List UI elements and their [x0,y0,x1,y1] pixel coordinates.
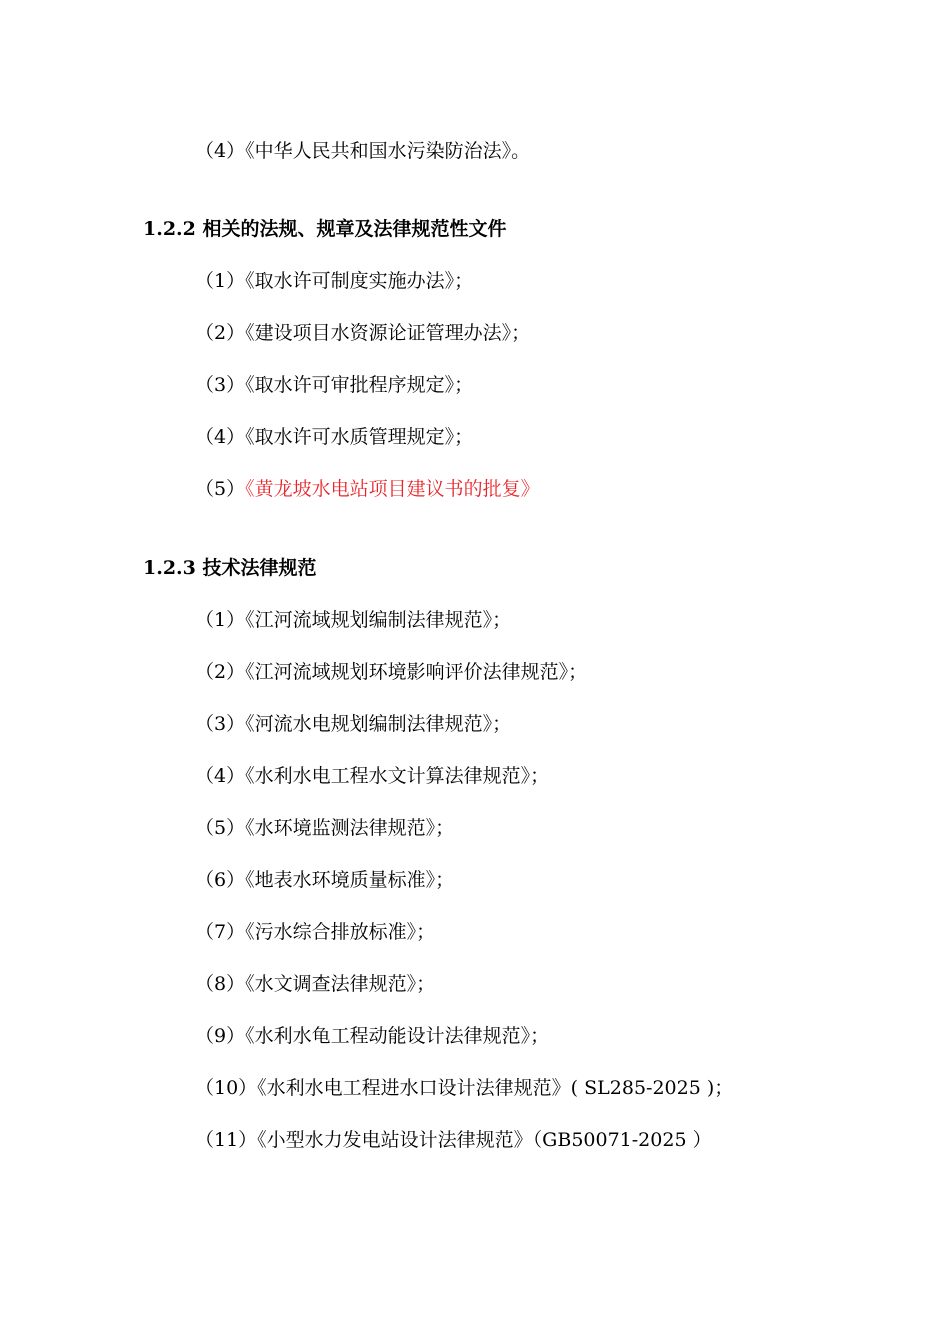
list-item: （1）《江河流域规划编制法律规范》； [195,609,512,631]
list-item: （9）《水利水龟工程动能设计法律规范》； [195,1025,550,1047]
section-heading-1-2-2: 1.2.2 相关的法规、规章及法律规范性文件 [143,218,507,240]
list-item: （5）《水环境监测法律规范》； [195,817,455,839]
list-item: （11）《小型水力发电站设计法律规范》（GB50071-2025 ） [195,1129,712,1151]
list-item: （7）《污水综合排放标准》； [195,921,436,943]
list-item: （4）《取水许可水质管理规定》； [195,426,474,448]
list-item: （4）《水利水电工程水文计算法律规范》； [195,765,550,787]
list-item: （6）《地表水环境质量标准》； [195,869,455,891]
section-heading-1-2-3: 1.2.3 技术法律规范 [143,557,317,579]
highlighted-document-title: 《黄龙坡水电站项目建议书的批复》 [245,478,540,500]
list-item: （10）《水利水电工程进水口设计法律规范》( SL285-2025 )； [195,1077,734,1099]
list-item-number: （5） [195,478,246,500]
list-item: （2）《建设项目水资源论证管理办法》； [195,322,531,344]
list-item: （2）《江河流域规划环境影响评价法律规范》； [195,661,588,683]
list-item-highlighted [195,476,540,502]
list-item: （4）《中华人民共和国水污染防治法》。 [195,140,531,162]
list-item: （3）《河流水电规划编制法律规范》； [195,713,512,735]
list-item: （3）《取水许可审批程序规定》； [195,374,474,396]
list-item: （8）《水文调查法律规范》； [195,973,436,995]
list-item: （1）《取水许可制度实施办法》； [195,270,474,292]
